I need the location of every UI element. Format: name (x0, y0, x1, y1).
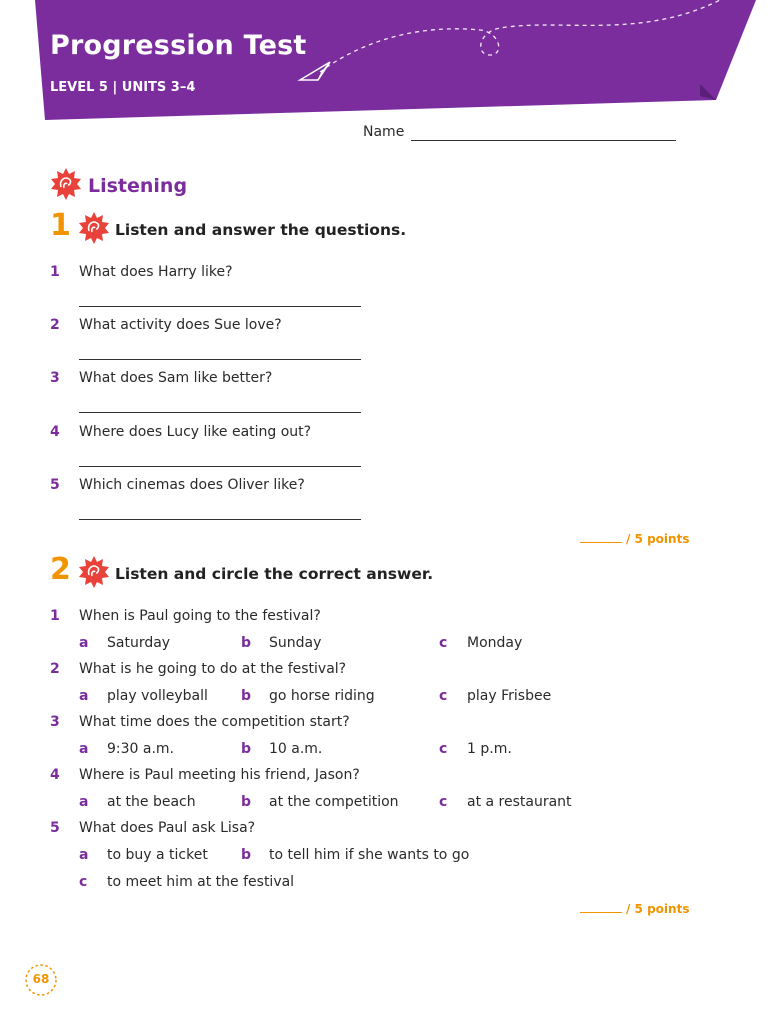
option-letter: c (439, 635, 448, 651)
exercise-instruction: Listen and circle the correct answer. (115, 565, 434, 583)
option-letter: a (79, 688, 89, 704)
option-letter: b (241, 635, 252, 651)
option-text[interactable]: go horse riding (269, 688, 375, 704)
question-text: What does Paul ask Lisa? (79, 820, 256, 836)
question-text: Where does Lucy like eating out? (79, 424, 312, 440)
option-letter: c (79, 874, 88, 890)
option-text[interactable]: Sunday (269, 635, 322, 651)
question-number: 4 (50, 424, 60, 440)
option-letter: a (79, 794, 89, 810)
option-text[interactable]: 10 a.m. (269, 741, 323, 757)
answer-line[interactable] (79, 359, 361, 360)
option-letter: c (439, 741, 448, 757)
option-letter: a (79, 741, 89, 757)
option-text[interactable]: to tell him if she wants to go (269, 847, 470, 863)
score-box (580, 902, 689, 916)
option-text[interactable]: play volleyball (107, 688, 208, 704)
listening-sun-icon (50, 168, 82, 200)
option-letter: b (241, 794, 252, 810)
question-number: 3 (50, 714, 60, 730)
score-label: / 5 points (626, 532, 690, 546)
question-number: 1 (50, 608, 60, 624)
question-number: 2 (50, 661, 60, 677)
option-letter: b (241, 741, 252, 757)
question-number: 3 (50, 370, 60, 386)
question-text: What does Harry like? (79, 264, 233, 280)
answer-line[interactable] (79, 519, 361, 520)
option-text[interactable]: at the beach (107, 794, 196, 810)
option-letter: a (79, 847, 89, 863)
question-number: 5 (50, 477, 60, 493)
page-title: Progression Test (50, 30, 307, 61)
option-letter: b (241, 847, 252, 863)
score-box (580, 532, 689, 546)
question-number: 2 (50, 317, 60, 333)
answer-line[interactable] (79, 466, 361, 467)
option-text[interactable]: 1 p.m. (467, 741, 512, 757)
question-text: What time does the competition start? (79, 714, 350, 730)
option-text[interactable]: play Frisbee (467, 688, 552, 704)
page-subtitle: LEVEL 5 | UNITS 3–4 (50, 80, 196, 95)
answer-line[interactable] (79, 412, 361, 413)
question-text: What does Sam like better? (79, 370, 273, 386)
option-text[interactable]: to meet him at the festival (107, 874, 295, 890)
page-number-badge (24, 963, 58, 997)
option-text[interactable]: at the competition (269, 794, 399, 810)
exercise-number: 1 (50, 208, 71, 243)
option-letter: a (79, 635, 89, 651)
score-input-line[interactable] (580, 912, 622, 913)
option-text[interactable]: to buy a ticket (107, 847, 208, 863)
section-label: Listening (88, 175, 188, 197)
option-text[interactable]: 9:30 a.m. (107, 741, 175, 757)
name-label: Name (363, 124, 405, 140)
question-text: When is Paul going to the festival? (79, 608, 321, 624)
option-text[interactable]: Monday (467, 635, 523, 651)
answer-line[interactable] (79, 306, 361, 307)
name-input-line[interactable] (411, 140, 676, 141)
section-heading-listening (50, 168, 188, 202)
question-text: What is he going to do at the festival? (79, 661, 347, 677)
exercise-number: 2 (50, 552, 71, 587)
question-number: 1 (50, 264, 60, 280)
option-text[interactable]: at a restaurant (467, 794, 572, 810)
option-letter: c (439, 794, 448, 810)
exercise-instruction: Listen and answer the questions. (115, 221, 407, 239)
score-input-line[interactable] (580, 542, 622, 543)
score-label: / 5 points (626, 902, 690, 916)
question-text: Where is Paul meeting his friend, Jason? (79, 767, 360, 783)
listening-sun-icon (78, 212, 110, 244)
page-number: 68 (32, 972, 50, 986)
question-text: What activity does Sue love? (79, 317, 282, 333)
listening-sun-icon (78, 556, 110, 588)
option-letter: c (439, 688, 448, 704)
question-number: 5 (50, 820, 60, 836)
question-number: 4 (50, 767, 60, 783)
question-text: Which cinemas does Oliver like? (79, 477, 305, 493)
option-letter: b (241, 688, 252, 704)
header-banner (0, 0, 768, 125)
option-text[interactable]: Saturday (107, 635, 171, 651)
